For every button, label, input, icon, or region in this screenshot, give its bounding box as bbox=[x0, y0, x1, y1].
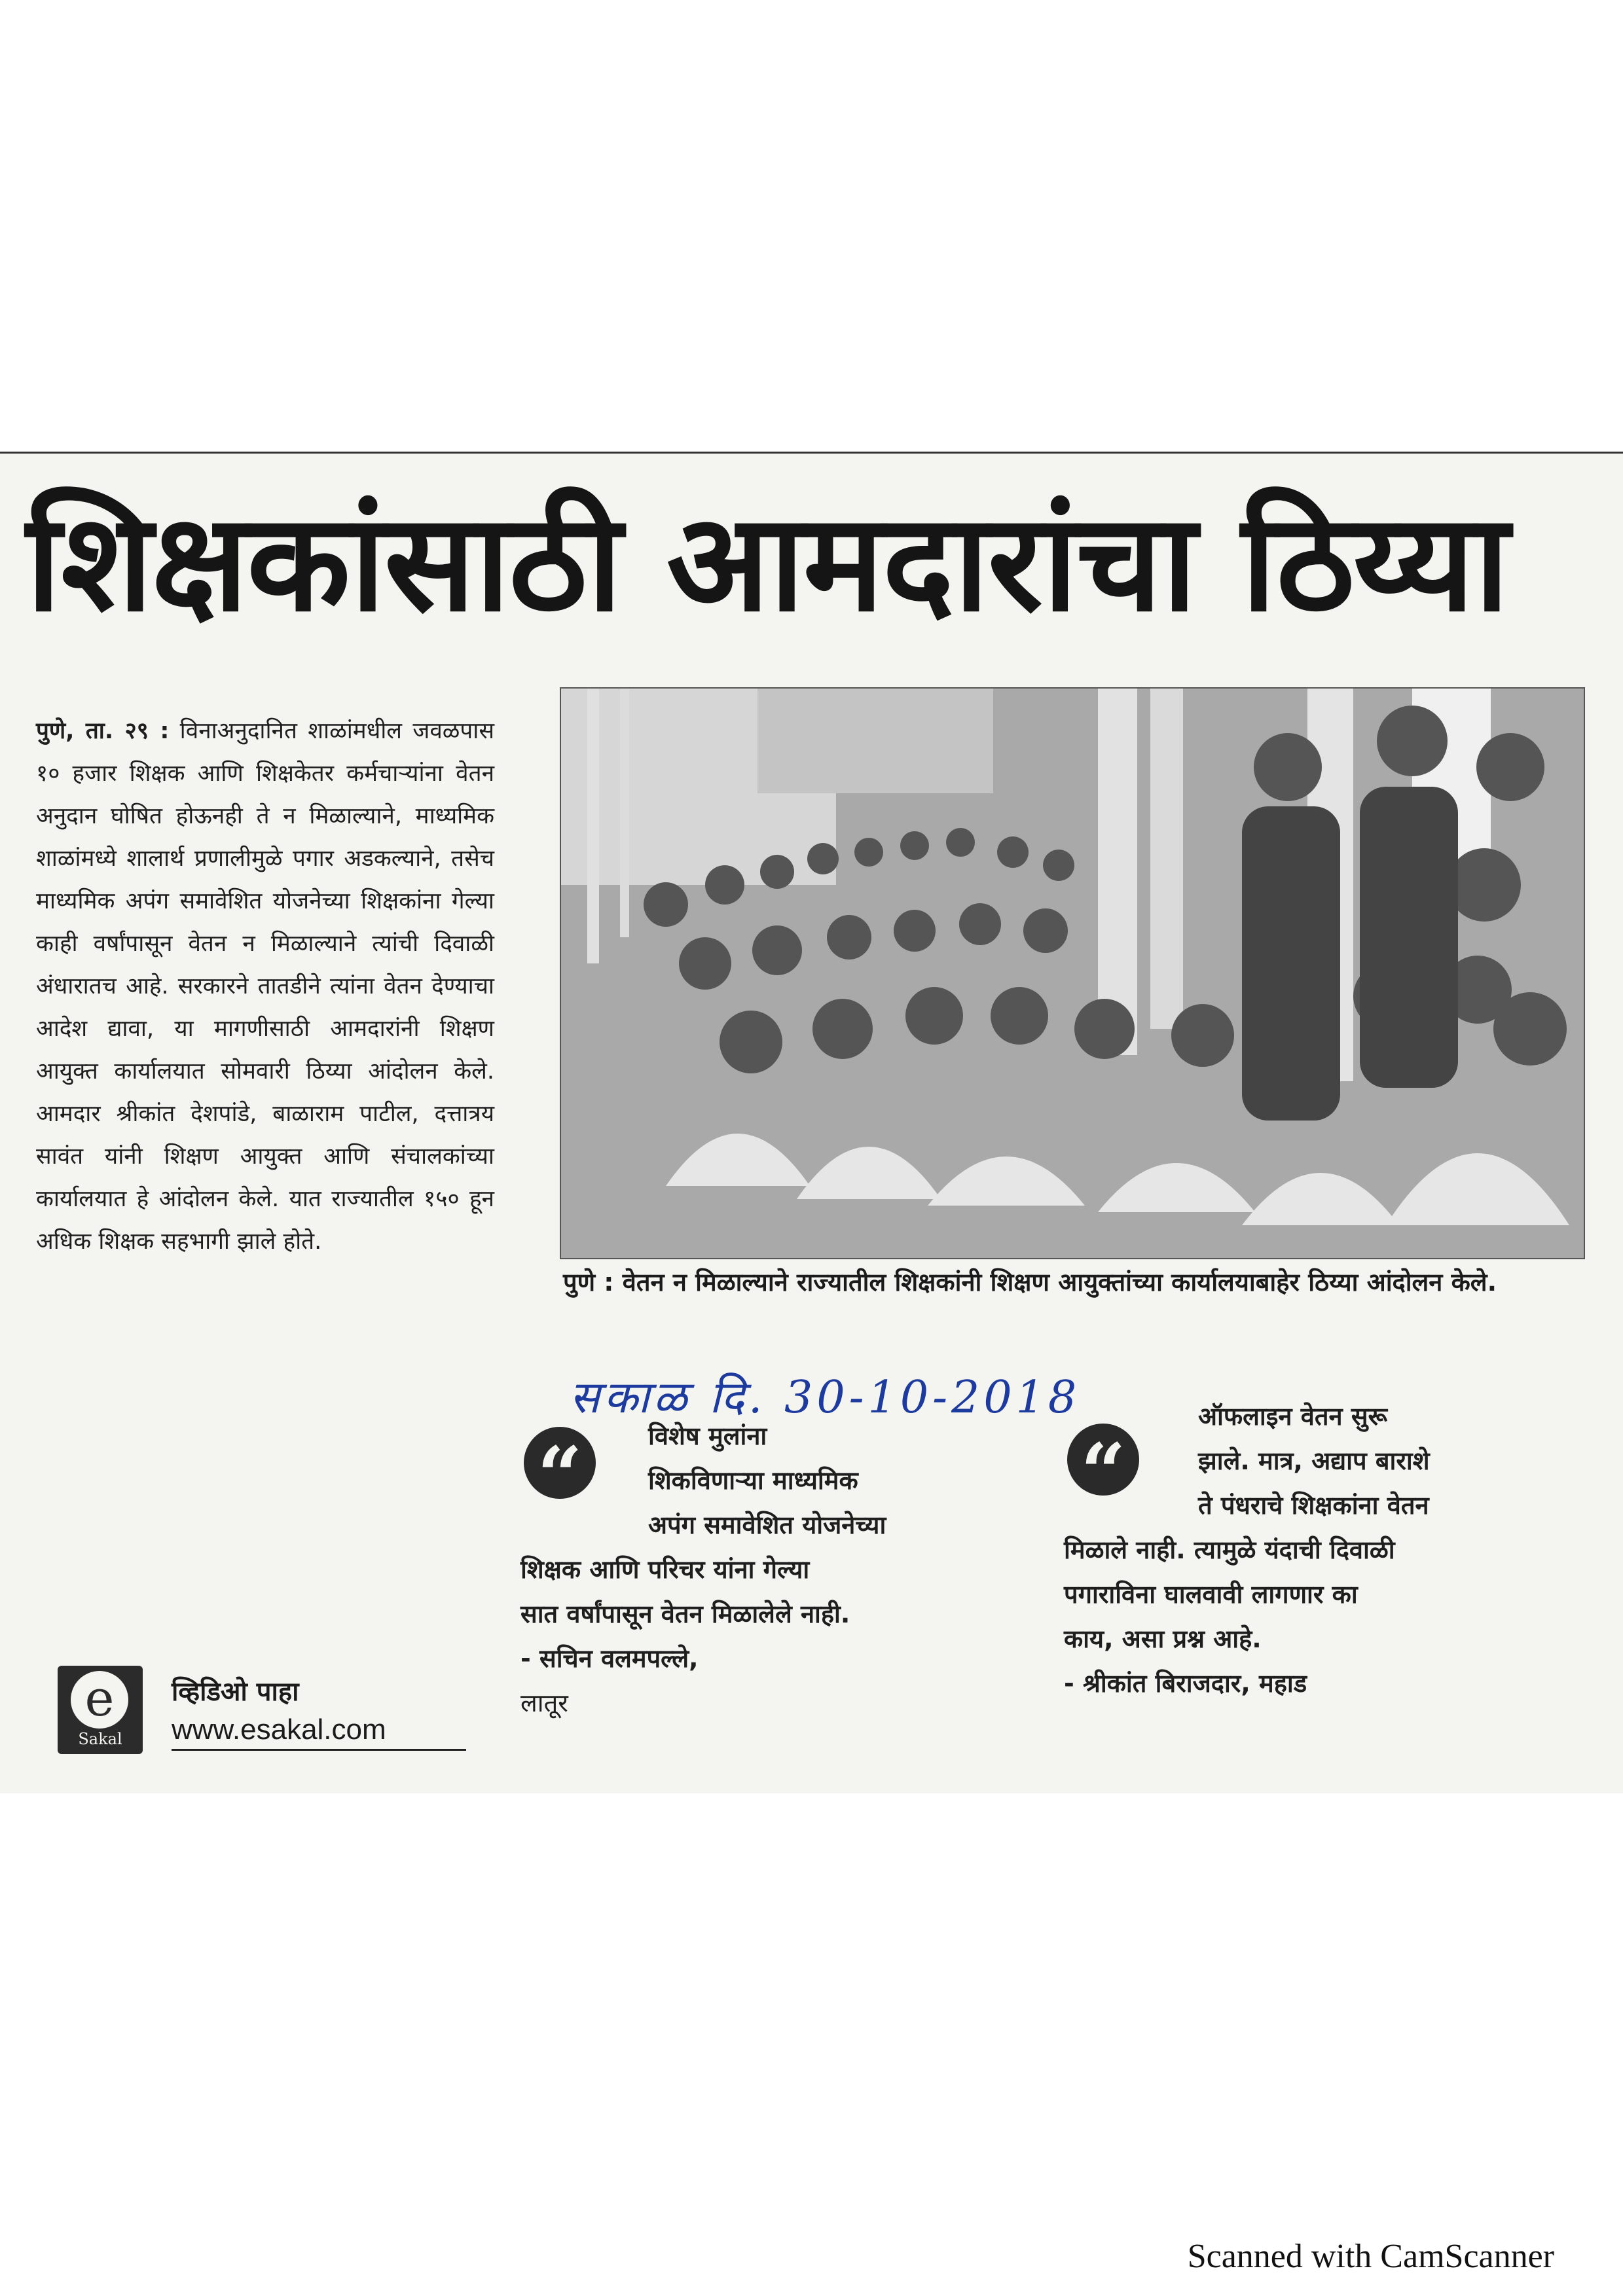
top-rule bbox=[0, 452, 1623, 454]
quote-line: शिकविणाऱ्या माध्यमिक bbox=[648, 1466, 858, 1495]
quote-line: अपंग समावेशित योजनेच्या bbox=[648, 1511, 886, 1539]
headline: शिक्षकांसाठी आमदारांचा ठिय्या bbox=[26, 484, 1508, 641]
quote-line: शिक्षक आणि परिचर यांना गेल्या bbox=[520, 1555, 810, 1584]
quote-line: ऑफलाइन वेतन सुरू bbox=[1198, 1402, 1388, 1431]
crowd-photo-illustration bbox=[561, 689, 1584, 1258]
handwritten-date-note: सकाळ दि. 30-10-2018 bbox=[570, 1372, 1081, 1424]
quote-line: झाले. मात्र, अद्याप बाराशे bbox=[1198, 1446, 1430, 1475]
quote-line: पगाराविना घालवावी लागणार का bbox=[1064, 1580, 1358, 1609]
dateline: पुणे, ता. २९ : bbox=[36, 718, 170, 744]
quote-author: - श्रीकांत बिराजदार, महाड bbox=[1064, 1669, 1307, 1698]
esakal-logo-text: Sakal bbox=[78, 1730, 122, 1748]
quote-line: काय, असा प्रश्न आहे. bbox=[1064, 1624, 1262, 1653]
quote-left-icon: “ bbox=[524, 1427, 596, 1499]
article-body-text: विनाअनुदानित शाळांमधील जवळपास १० हजार शिक्षक आणि शिक्षकेतर कर्मचाऱ्यांना वेतन अनुदान घोषित होऊनही ते न मिळाल्याने, माध्यमिक शाळांमध्ये शालार्थ प्रणालीमुळे पगार अडकल्याने, तसेच माध्यमिक अपंग समावेशित योजनेच्या शिक्षकांना गेल्या काही वर्षांपासून वेतन न मिळाल्याने त्यांची दिवाळी अंधारातच आहे. सरकारने तातडीने त्यांना वेतन देण्याचा आदेश द्यावा, या मागणीसाठी आमदारांनी शिक्षण आयुक्त कार्यालयात सोमवारी ठिय्या आंदोलन केले. आमदार श्रीकांत देशपांडे, बाळाराम पाटील, दत्तात्रय सावंत यांनी शिक्षण आयुक्त आणि संचालकांच्या कार्यालयात हे आंदोलन केले. यात राज्यातील १५० हून अधिक शिक्षक सहभागी झाले होते. bbox=[36, 718, 494, 1255]
scanner-watermark: Scanned with CamScanner bbox=[1187, 2238, 1554, 2275]
esakal-logo bbox=[58, 1666, 143, 1754]
quote-box-1 bbox=[520, 1414, 1044, 1725]
photo-caption: पुणे : वेतन न मिळाल्याने राज्यातील शिक्षकांनी शिक्षण आयुक्तांच्या कार्यालयाबाहेर ठिय्या आंदोलन केले. bbox=[563, 1268, 1497, 1297]
quote-line: विशेष मुलांना bbox=[648, 1422, 767, 1450]
quote-box-2 bbox=[1064, 1394, 1561, 1706]
video-link[interactable]: www.esakal.com bbox=[172, 1713, 466, 1751]
quote-left-icon: “ bbox=[1067, 1424, 1139, 1496]
quote-author: - सचिन वलमपल्ले, bbox=[520, 1644, 699, 1673]
quote-line: ते पंधराचे शिक्षकांना वेतन bbox=[1198, 1491, 1429, 1520]
quote-line: मिळाले नाही. त्यामुळे यंदाची दिवाळी bbox=[1064, 1535, 1395, 1564]
news-photo bbox=[560, 687, 1585, 1259]
quote-place: लातूर bbox=[520, 1689, 568, 1717]
video-label: व्हिडिओ पाहा bbox=[172, 1677, 299, 1707]
esakal-logo-letter: e bbox=[71, 1671, 128, 1729]
quote-line: सात वर्षांपासून वेतन मिळालेले नाही. bbox=[520, 1600, 850, 1628]
article-body bbox=[36, 710, 494, 1263]
